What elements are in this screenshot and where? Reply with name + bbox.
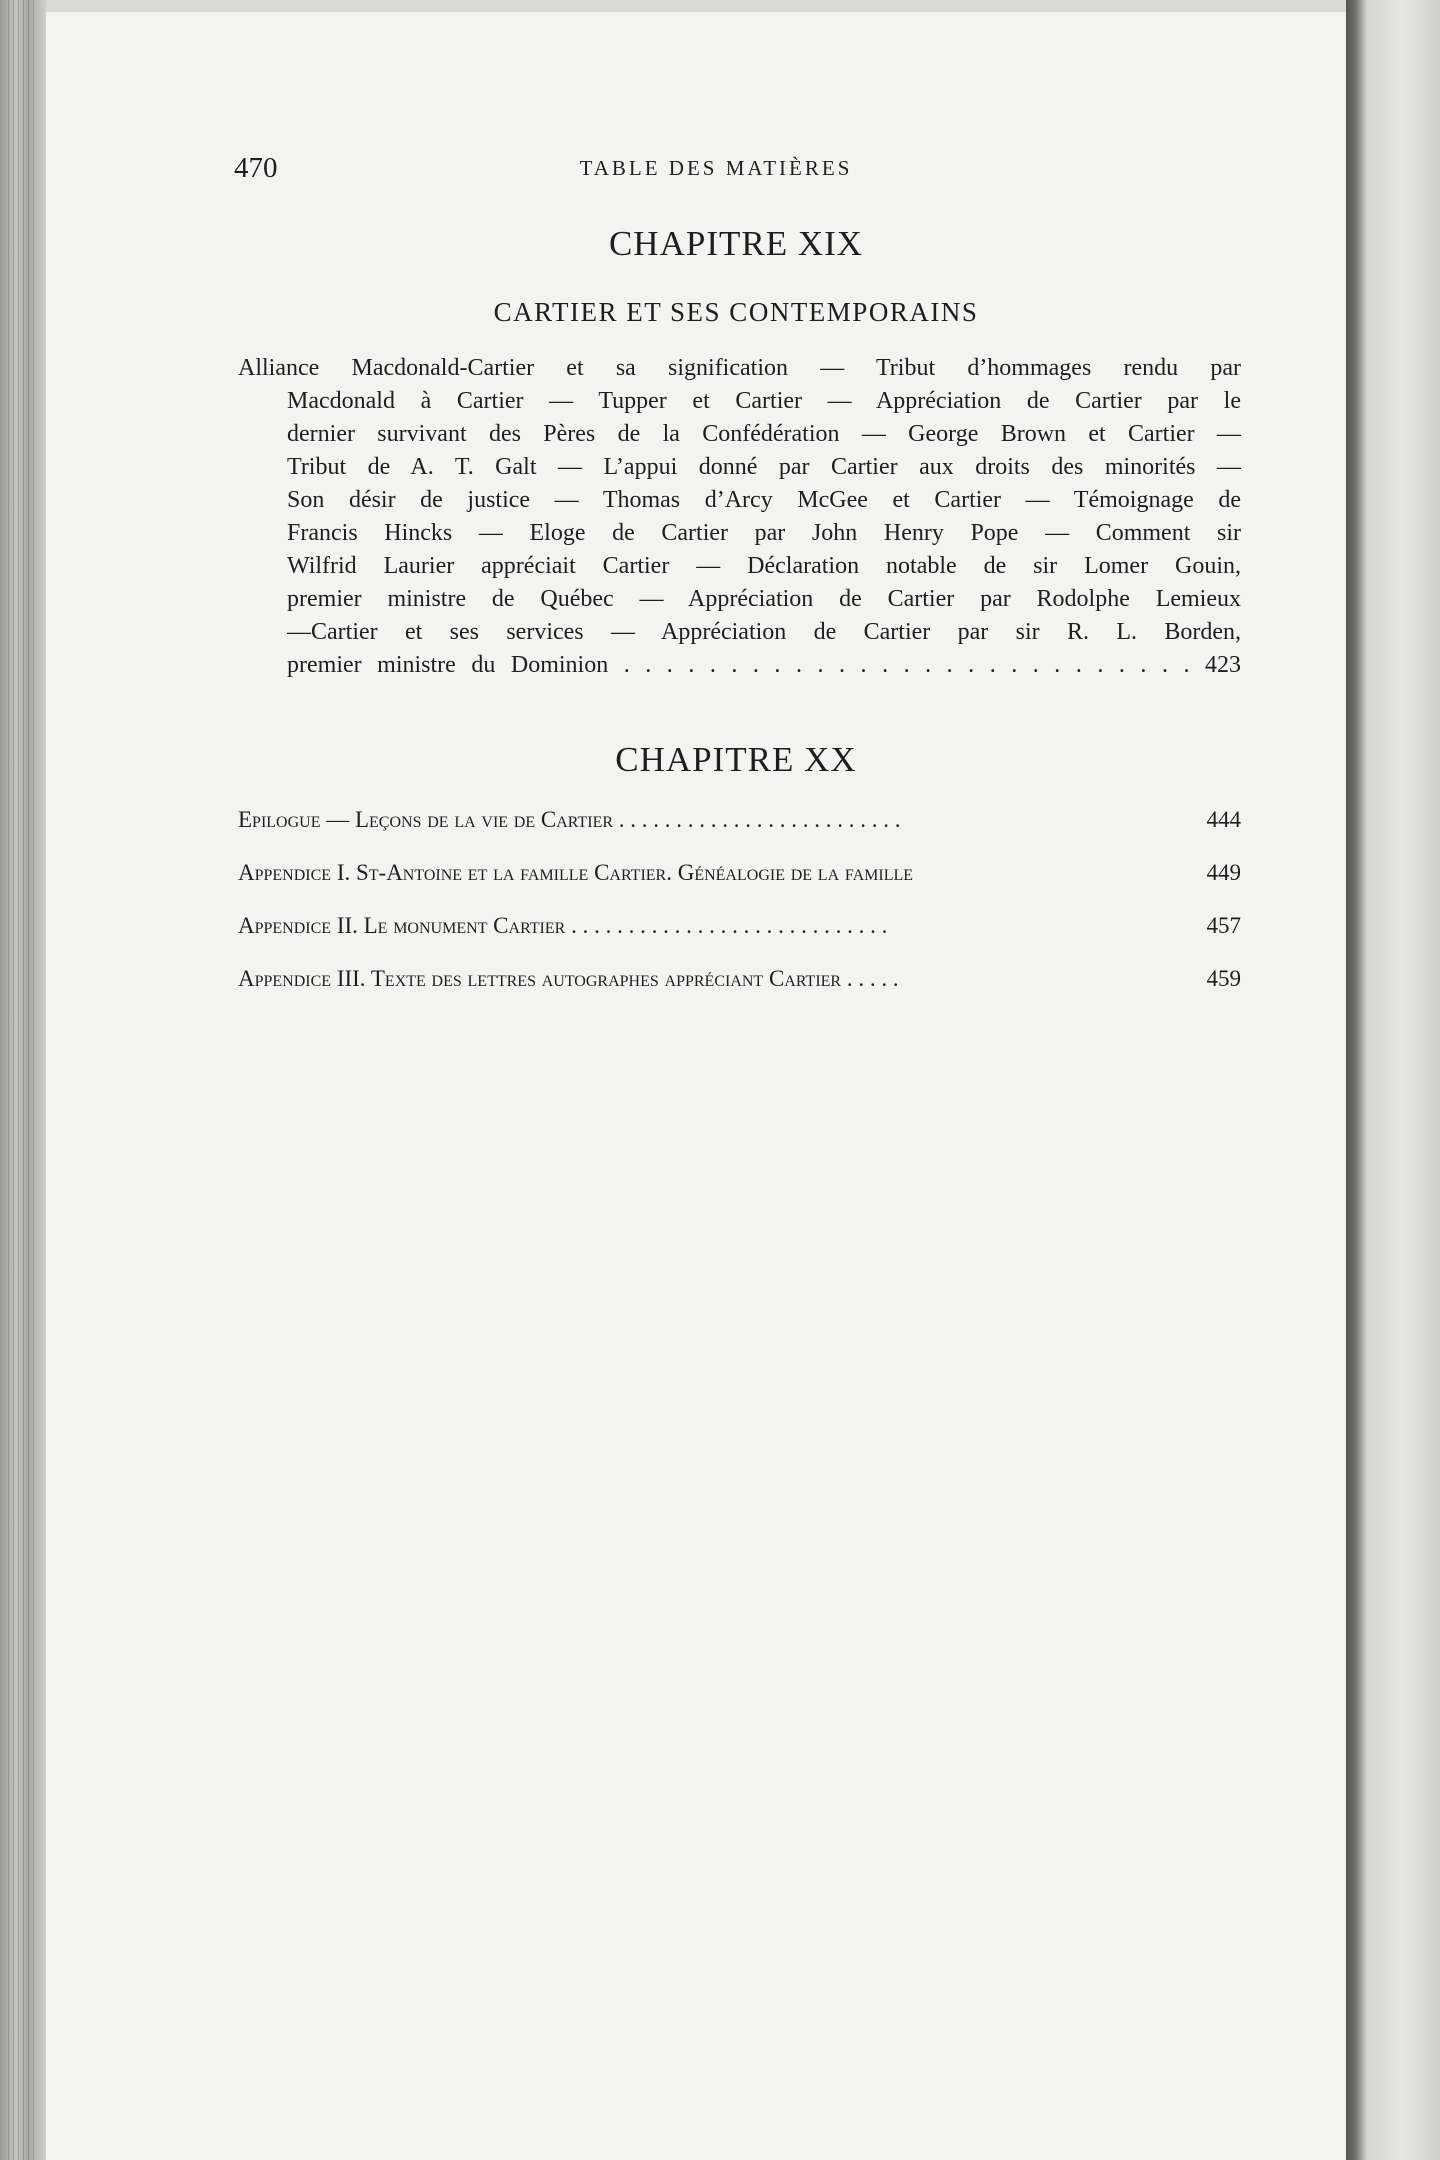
dot-leader: . . . . .	[846, 966, 899, 991]
entry-page-number: 444	[1206, 807, 1241, 832]
dot-leader: . . . . . . . . . . . . . . . . . . . . . . . . . . . .	[571, 913, 888, 938]
summary-line: Alliance Macdonald-Cartier et sa signification — Tribut d’hommages rendu par	[238, 355, 1241, 381]
summary-line: premier ministre du Dominion	[287, 652, 609, 678]
summary-line: Son désir de justice — Thomas d’Arcy McGee et Cartier — Témoignage de	[287, 487, 1241, 513]
entry-label: Appendice III. Texte des lettres autographes appréciant Cartier	[238, 966, 842, 991]
chapter-xx-heading: CHAPITRE XX	[615, 740, 857, 779]
chapter-xix-subtitle: CARTIER ET SES CONTEMPORAINS	[493, 297, 979, 327]
entry-page-number: 449	[1206, 860, 1241, 885]
summary-line: —Cartier et ses services — Appréciation de Cartier par sir R. L. Borden,	[287, 619, 1241, 645]
summary-line: Tribut de A. T. Galt — L’appui donné par Cartier aux droits des minorités —	[287, 454, 1241, 480]
summary-last-line	[238, 649, 1241, 682]
dot-leader: . . . . . . . . . . . . . . . . . . . . . . . . . . .	[623, 652, 1190, 678]
entry-page-number: 423	[1205, 652, 1241, 678]
summary-line: premier ministre de Québec — Appréciation de Cartier par Rodolphe Lemieux	[287, 586, 1241, 612]
summary-line: Francis Hincks — Eloge de Cartier par John Henry Pope — Comment sir	[287, 520, 1241, 546]
entry-label: Appendice II. Le monument Cartier	[238, 913, 566, 938]
entry-label: Appendice I. St-Antoine et la famille Cartier. Généalogie de la famille	[238, 860, 914, 885]
chapter-xix-summary	[238, 352, 1241, 682]
toc-entry-appendix-1	[238, 860, 1241, 886]
summary-line: dernier survivant des Pères de la Confédération — George Brown et Cartier —	[287, 421, 1241, 447]
dot-leader: . . . . . . . . . . . . . . . . . . . . . . . . .	[618, 807, 901, 832]
toc-entry-appendix-2	[238, 913, 1241, 939]
summary-line: Wilfrid Laurier appréciait Cartier — Déclaration notable de sir Lomer Gouin,	[287, 553, 1241, 579]
book-page	[46, 12, 1346, 2160]
entry-page-number: 457	[1206, 913, 1241, 938]
running-header	[186, 152, 1246, 192]
facing-page-edge	[1346, 0, 1440, 2160]
summary-line: Macdonald à Cartier — Tupper et Cartier — Appréciation de Cartier par le	[287, 388, 1241, 414]
entry-page-number: 459	[1206, 966, 1241, 991]
page-number: 470	[234, 152, 278, 184]
toc-entry-appendix-3	[238, 966, 1241, 992]
chapter-xix-heading: CHAPITRE XIX	[608, 224, 864, 263]
toc-entry-epilogue	[238, 807, 1241, 833]
page-stack-lines	[8, 0, 38, 2160]
book-spine-edge	[0, 0, 46, 2160]
entry-label: Epilogue — Leçons de la vie de Cartier	[238, 807, 614, 832]
running-title: TABLE DES MATIÈRES	[579, 156, 853, 180]
